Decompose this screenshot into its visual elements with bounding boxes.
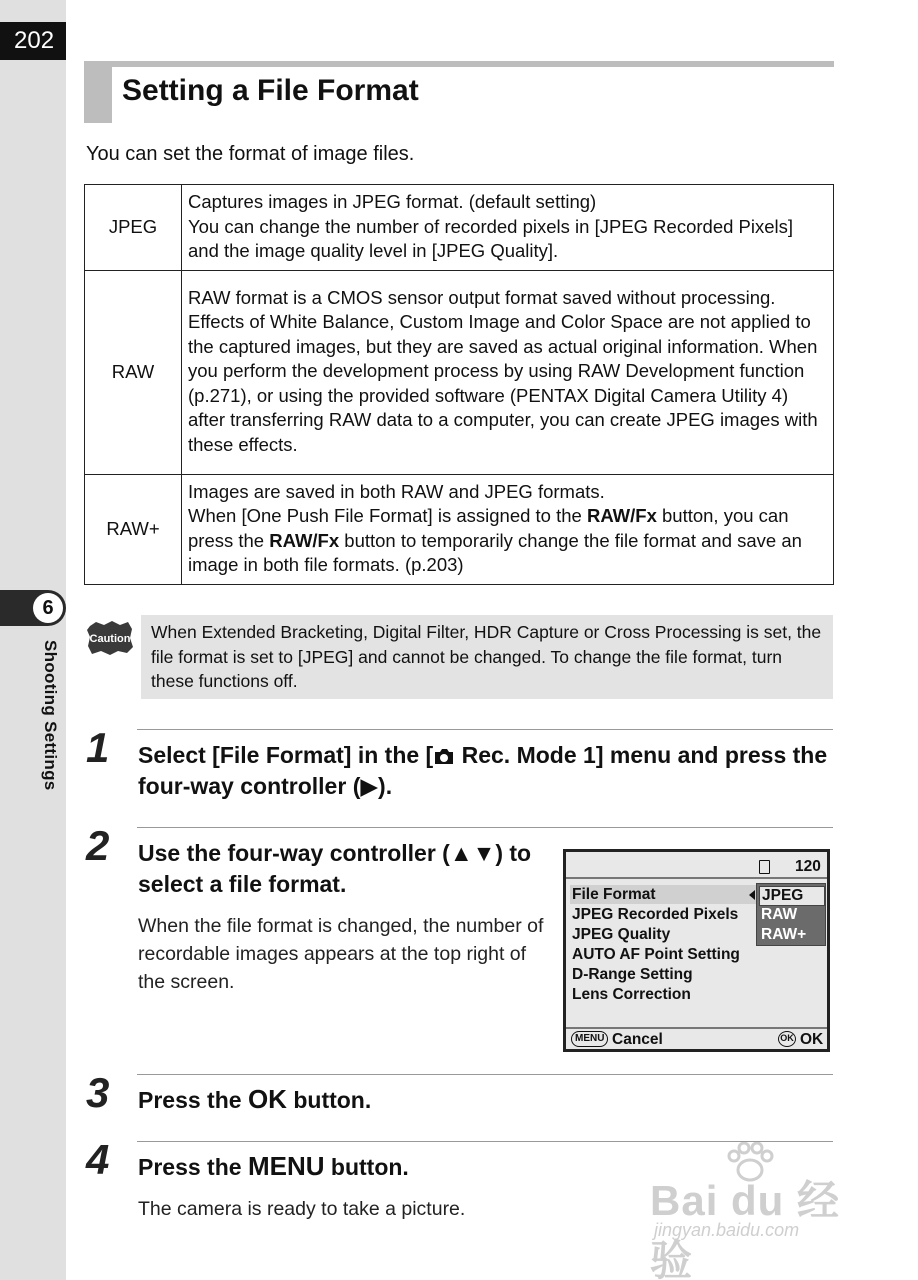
description-cell [182,185,834,271]
menu-button-icon: MENU [571,1031,608,1047]
ok-button-label: OK [247,1084,287,1114]
format-cell: RAW+ [85,474,182,584]
description-text: button to temporarily change the file format and save an image in both file formats. (p.203) [188,529,802,575]
ok-button-icon: OK [778,1031,796,1047]
cancel-label: Cancel [612,1031,663,1048]
menu-item: AUTO AF Point Setting [572,946,740,963]
step-heading [138,740,828,802]
step-heading-text: Select [File Format] in the [ [138,742,434,768]
camera-icon [433,747,455,765]
step-heading [138,1151,409,1183]
description-line: Effects of White Balance, Custom Image and Color Space are not applied to the captured images, but they are saved as actual original information. When you perform the development process by using RAW Development function (p.271), or using the provided software (PENTAX Digital Camera Utility 4) after transferring RAW data to a computer, you can create JPEG images with these effects. [188,311,818,455]
description-line: You can change the number of recorded pixels in [JPEG Recorded Pixels] and the image quality level in [JPEG Quality]. [188,215,794,261]
raw-fx-button-label: RAW/Fx [586,505,657,526]
step-number: 3 [86,1069,110,1116]
step-heading-text: Press the [138,1154,248,1180]
baidu-watermark [650,1150,870,1280]
watermark-logo: Bai du 经验 [650,1177,841,1280]
option: RAW+ [761,926,807,943]
step-number: 2 [86,822,110,869]
lcd-status-bar [566,852,827,879]
step-heading [138,1084,371,1116]
raw-fx-button-label: RAW/Fx [269,529,340,551]
page-title: Setting a File Format [122,74,419,107]
intro-text: You can set the format of image files. [86,143,415,165]
lcd-footer [566,1027,827,1049]
step-heading-text: button. [286,1087,372,1113]
ok-label: OK [800,1031,824,1048]
menu-item: D-Range Setting [572,966,693,983]
caution-text: When Extended Bracketing, Digital Filter, HDR Capture or Cross Processing is set, the file format is set to [JPEG] and cannot be changed. To change the file format, turn these functions off. [151,622,822,691]
step-heading-text: Press the [138,1087,248,1113]
description-line [188,504,827,578]
menu-item: Lens Correction [572,986,691,1003]
step-heading-text: button. [324,1154,409,1180]
menu-button-label: MENU [247,1151,325,1181]
step-body: The camera is ready to take a picture. [138,1198,466,1220]
left-arrow-icon [749,890,755,900]
description-text: When [One Push File Format] is assigned to the [188,505,582,526]
menu-item: JPEG Quality [572,926,671,943]
table-row [85,185,834,271]
description-line: Captures images in JPEG format. (default setting) [188,191,597,212]
recordable-count: 120 [795,858,821,875]
caution-icon-label: Caution [89,633,131,645]
format-cell: JPEG [85,185,182,271]
table-row [85,474,834,584]
step-divider [137,729,833,730]
description-cell [182,474,834,584]
watermark-url: jingyan.baidu.com [654,1220,800,1240]
description-text: button, you can press the [188,505,789,551]
menu-item: JPEG Recorded Pixels [572,906,739,923]
caution-box [141,615,833,699]
description-line: Images are saved in both RAW and JPEG formats. [188,480,605,502]
option: RAW [761,906,798,923]
step-heading: Use the four-way controller (▲▼) to select a file format. [138,840,532,897]
step-body: When the file format is changed, the number of recordable images appears at the top right of the screen. [138,915,544,993]
title-rule [84,61,834,67]
description-line: RAW format is a CMOS sensor output format saved without processing. [188,286,776,308]
step-number: 1 [86,724,110,771]
step-heading-text: Rec. Mode 1] menu and press the four-way controller (▶). [138,742,828,799]
table-row [85,270,834,474]
format-options-popup [756,883,826,946]
format-table [84,184,834,585]
chapter-label: Shooting Settings [41,640,60,791]
step-divider [137,1074,833,1075]
page-number: 202 [0,22,66,60]
memory-card-icon [759,860,770,874]
title-block [84,61,112,123]
menu-item: File Format [572,886,656,903]
step-divider [137,827,833,828]
step-number: 4 [86,1136,110,1183]
camera-lcd [563,849,830,1052]
chapter-number: 6 [33,593,63,623]
caution-icon [86,620,134,656]
option-selected: JPEG [759,886,825,906]
description-cell [182,270,834,474]
format-cell: RAW [85,270,182,474]
